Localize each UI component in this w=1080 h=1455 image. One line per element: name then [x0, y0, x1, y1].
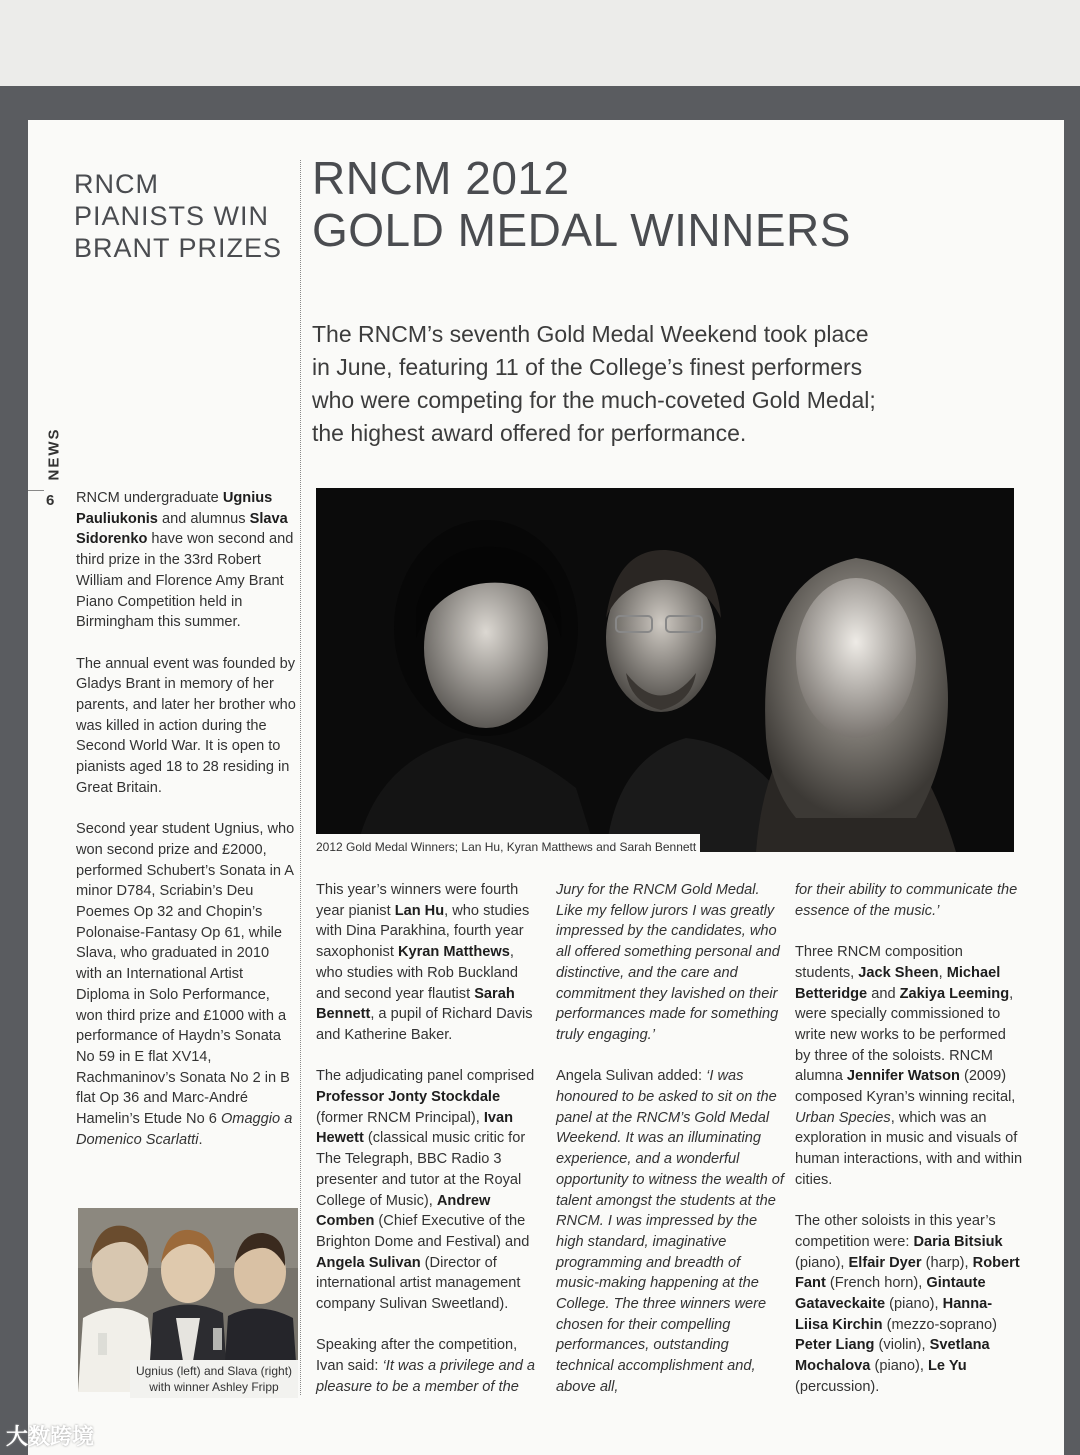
page-number-rule	[28, 490, 44, 491]
article-paragraph: Jury for the RNCM Gold Medal. Like my fellow jurors I was greatly impressed by the candidates, who all offered something personal and distinctive, and the care and commitment they lavished on their performances made for something truly engaging.’	[556, 882, 780, 1043]
article-paragraph: Angela Sulivan added: ‘I was honoured to be asked to sit on the panel at the RNCM’s Gold Medal Weekend. It was an illuminating experience, and a wonderful opportunity to witness the wealth of talent amongst the students at the RNCM. I was impressed by the high standard, imaginative programming and breadth of music-making happening at the College. The three winners were chosen for their compelling performances, outstanding technical accomplishment and, above all,	[556, 1068, 784, 1395]
brant-photo-caption: Ugnius (left) and Slava (right) with winner Ashley Fripp	[130, 1360, 298, 1398]
article-paragraph: The other soloists in this year’s competition were: Daria Bitsiuk (piano), Elfair Dyer (harp), Robert Fant (French horn), Gintaute Gataveckaite (piano), Hanna-Liisa Kirchin (mezzo-soprano) Peter Liang (violin), Svetlana Mochalova (piano), Le Yu (percussion).	[795, 1213, 1020, 1395]
watermark: 大数跨境	[6, 1424, 95, 1449]
winners-photo-illustration	[316, 488, 1014, 852]
scan-border-right	[1064, 86, 1080, 1455]
article-paragraph: for their ability to communicate the essence of the music.’	[795, 882, 1018, 919]
scan-border-top	[0, 86, 1080, 120]
page-title: RNCM 2012 GOLD MEDAL WINNERS	[312, 152, 851, 256]
column-divider	[300, 160, 301, 1395]
brant-paragraph: RNCM undergraduate Ugnius Pauliukonis and alumnus Slava Sidorenko have won second and third prize in the 33rd Robert William and Florence Amy Brant Piano Competition held in Birmingham this summer.	[76, 490, 294, 631]
article-paragraph: The adjudicating panel comprised Professor Jonty Stockdale (former RNCM Principal), Ivan Hewett (classical music critic for The Telegraph, BBC Radio 3 presenter and tutor at the Royal College of Music), Andrew Comben (Chief Executive of the Brighton Dome and Festival) and Angela Sulivan (Director of international artist management company Sulivan Sweetland).	[316, 1068, 535, 1313]
article-column-1	[316, 880, 544, 1418]
article-paragraph: Three RNCM composition students, Jack Sheen, Michael Betteridge and Zakiya Leeming, were specially commissioned to write new works to be performed by three of the soloists. RNCM alumna Jennifer Watson (2009) composed Kyran’s winning recital, Urban Species, which was an exploration in music and visuals of human interactions, with and within cities.	[795, 944, 1023, 1188]
page-number: 6	[46, 492, 55, 509]
article-paragraph: Speaking after the competition, Ivan said: ‘It was a privilege and a pleasure to be a member of the	[316, 1337, 536, 1395]
brant-paragraph: The annual event was founded by Gladys Brant in memory of her parents, and later her brother who was killed in action during the Second World War. It is open to pianists aged 18 to 28 residing in Great Britain.	[76, 655, 296, 796]
winners-photo	[316, 488, 1014, 852]
article-column-2	[556, 880, 784, 1418]
scan-border-left	[0, 86, 28, 1455]
photo-caption: 2012 Gold Medal Winners; Lan Hu, Kyran Matthews and Sarah Bennett	[316, 834, 700, 856]
article-column-3	[795, 880, 1023, 1418]
article-intro: The RNCM’s seventh Gold Medal Weekend took place in June, featuring 11 of the College’s finest performers who were competing for the much-coveted Gold Medal; the highest award offered for performance.	[312, 321, 876, 446]
brant-paragraph: Second year student Ugnius, who won second prize and £2000, performed Schubert’s Sonata in A minor D784, Scriabin’s Deu Poemes Op 32 and Chopin’s Polonaise-Fantasy Op 61, while Slava, who graduated in 2010 with an International Artist Diploma in Solo Performance, won third prize and £1000 with a performance of Haydn’s Sonata No 59 in E flat XV14, Rachmaninov’s Sonata No 2 in B flat Op 36 and Marc-André Hamelin’s Etude No 6 Omaggio a Domenico Scarlatti.	[76, 821, 295, 1148]
article-paragraph: This year’s winners were fourth year pianist Lan Hu, who studies with Dina Parakhina, fourth year saxophonist Kyran Matthews, who studies with Rob Buckland and second year flautist Sarah Bennett, a pupil of Richard Davis and Katherine Baker.	[316, 882, 533, 1043]
sidebar-headline: RNCM PIANISTS WIN BRANT PRIZES	[74, 169, 283, 263]
section-tab: NEWS	[45, 427, 63, 481]
brant-article-body	[76, 488, 296, 1171]
